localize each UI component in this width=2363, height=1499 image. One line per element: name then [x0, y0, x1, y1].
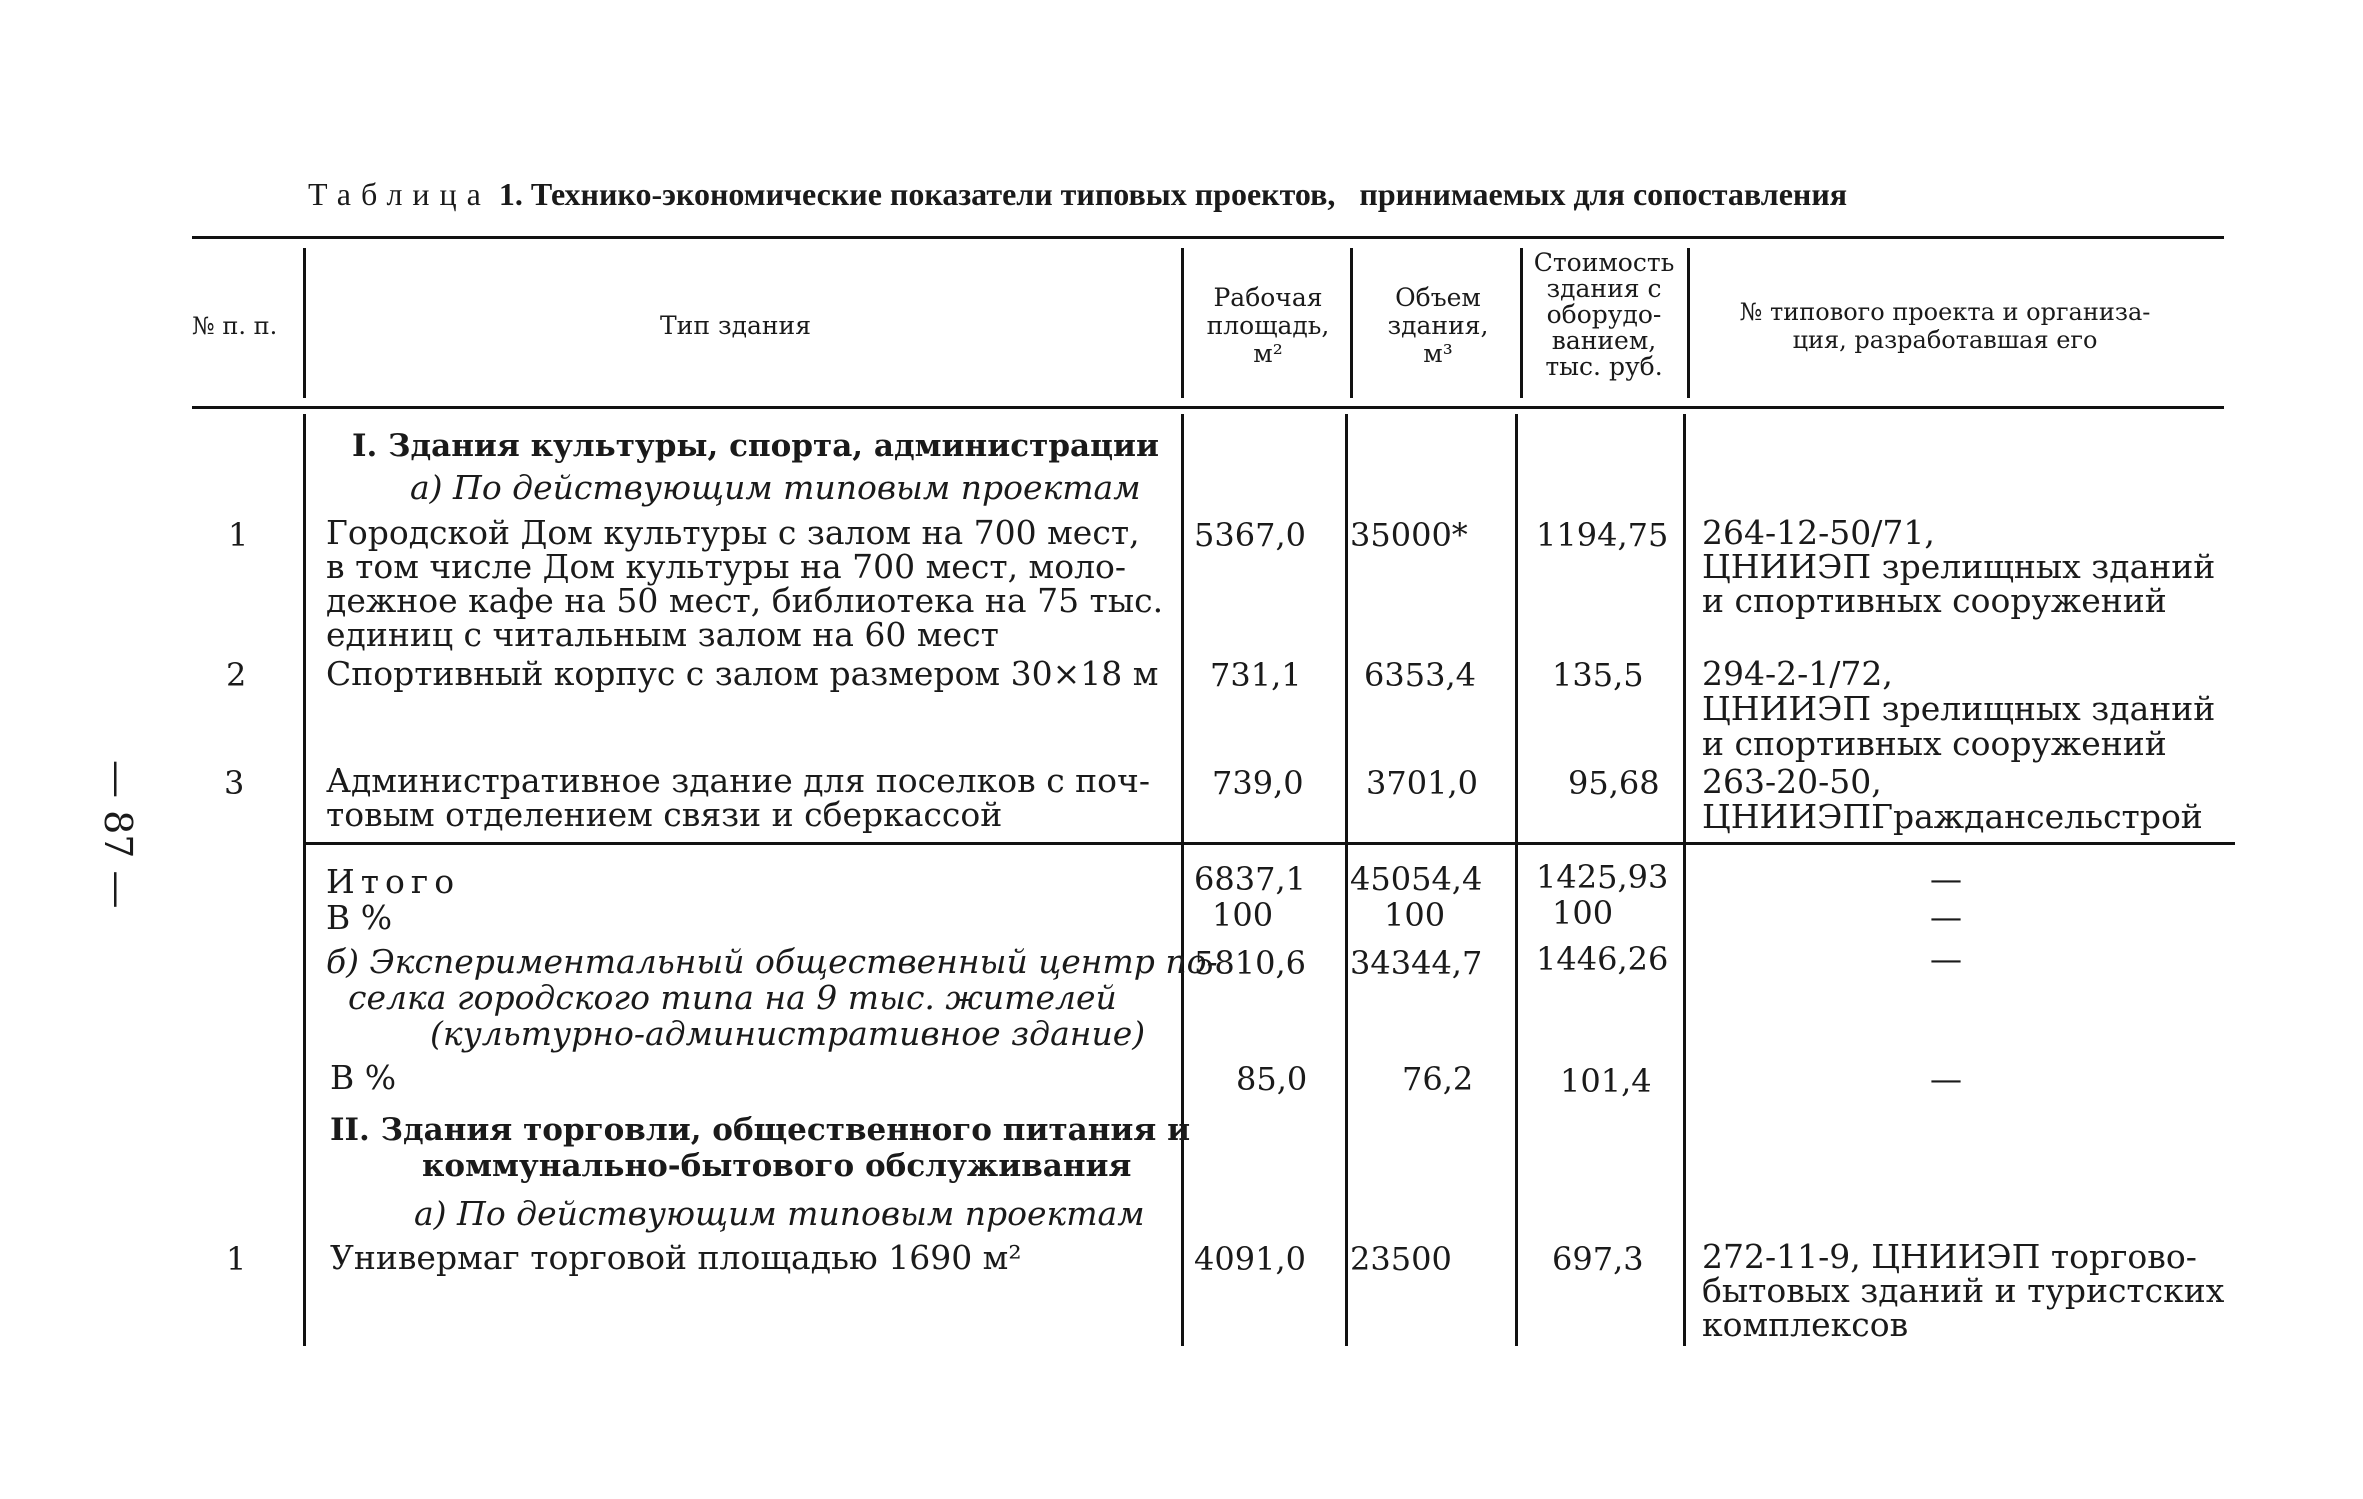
percent-project: — — [1930, 898, 1962, 936]
header-project: № типового проекта и организа- ция, разработавшая его — [1739, 298, 2151, 354]
section-1-subtitle-a: а) По действующим типовым проектам — [410, 468, 1141, 507]
row-type: Универмаг торговой площадью 1690 м² — [330, 1238, 1022, 1277]
header-cost: Стоимость здания с оборудо- ванием, тыс. руб. — [1533, 248, 1675, 381]
col-divider — [1687, 248, 1690, 398]
rule-subtotal — [305, 842, 2235, 845]
row-type: Административное здание для поселков с поч- товым отделением связи и сберкассой — [326, 761, 1151, 834]
section-2-title: II. Здания торговли, общественного питания и коммунально-бытового обслуживания — [330, 1112, 1191, 1184]
row-num: 3 — [224, 764, 245, 802]
percent-cost: 101,4 — [1560, 1062, 1652, 1100]
col-divider — [303, 248, 306, 398]
total-project: — — [1930, 860, 1962, 898]
b-area: 5810,6 — [1194, 944, 1306, 982]
col-divider — [1345, 414, 1348, 1346]
header-area: Рабочая площадь, м² — [1206, 283, 1330, 368]
row-project: 272-11-9, ЦНИИЭП торгово- бытовых зданий и туристских комплексов — [1702, 1237, 2225, 1344]
row-type: Городской Дом культуры с залом на 700 мест, в том числе Дом культуры на 700 мест, моло- дежное кафе на 50 мест, библиотека на 75 тыс. единиц с читальным залом на 60 мест — [326, 513, 1164, 654]
percent-label: В % — [326, 898, 393, 937]
header-type: Тип здания — [660, 311, 811, 340]
section-1-subtitle-b: б) Экспериментальный общественный центр по- селка городского типа на 9 тыс. жителей (культурно-административное здание) — [326, 942, 1218, 1053]
caption-number: 1. — [498, 176, 523, 212]
col-divider — [303, 414, 306, 1346]
col-divider — [1515, 414, 1518, 1346]
row-area: 5367,0 — [1194, 516, 1306, 554]
row-cost: 1194,75 — [1536, 516, 1669, 554]
page-number: — 87 — — [96, 760, 140, 909]
row-area: 739,0 — [1212, 764, 1304, 802]
b-cost: 1446,26 — [1536, 940, 1669, 978]
row-cost: 135,5 — [1552, 656, 1644, 694]
section-1-title: I. Здания культуры, спорта, администрации — [352, 428, 1159, 464]
percent-area: 100 — [1212, 896, 1274, 934]
col-divider — [1181, 248, 1184, 398]
row-project: 264-12-50/71, ЦНИИЭП зрелищных зданий и спортивных сооружений — [1702, 513, 2216, 620]
row-volume: 23500 — [1350, 1240, 1452, 1278]
rule-top — [192, 236, 2224, 239]
percent-area: 85,0 — [1236, 1060, 1308, 1098]
b-project: — — [1930, 940, 1962, 978]
percent-cost: 100 — [1552, 894, 1614, 932]
percent-volume: 100 — [1384, 896, 1446, 934]
row-volume: 35000* — [1350, 516, 1468, 554]
col-divider — [1683, 414, 1686, 1346]
total-cost: 1425,93 — [1536, 858, 1669, 896]
total-volume: 45054,4 — [1350, 860, 1483, 898]
total-label: Итого — [326, 862, 461, 901]
percent-volume: 76,2 — [1402, 1060, 1474, 1098]
header-num: № п. п. — [192, 312, 278, 340]
section-2-subtitle-a: а) По действующим типовым проектам — [414, 1194, 1145, 1233]
caption-title: Технико-экономические показатели типовых проектов, принимаемых для сопоставления — [530, 176, 1848, 212]
row-volume: 3701,0 — [1366, 764, 1478, 802]
row-num: 1 — [228, 516, 249, 554]
col-divider — [1350, 248, 1353, 398]
b-volume: 34344,7 — [1350, 944, 1483, 982]
percent-project: — — [1930, 1060, 1962, 1098]
row-volume: 6353,4 — [1364, 656, 1476, 694]
table-caption — [308, 176, 1847, 213]
row-cost: 95,68 — [1568, 764, 1660, 802]
percent-label: В % — [330, 1058, 397, 1097]
total-area: 6837,1 — [1194, 860, 1306, 898]
row-cost: 697,3 — [1552, 1240, 1644, 1278]
row-project: 263-20-50, ЦНИИЭПГраждансельстрой — [1702, 762, 2203, 836]
row-type: Спортивный корпус с залом размером 30×18 м — [326, 654, 1159, 693]
rule-header-bottom — [192, 406, 2224, 409]
header-volume: Объем здания, м³ — [1387, 283, 1489, 368]
row-num: 1 — [226, 1240, 247, 1278]
row-area: 4091,0 — [1194, 1240, 1306, 1278]
caption-label: Таблица — [308, 176, 491, 212]
row-project: 294-2-1/72, ЦНИИЭП зрелищных зданий и спортивных сооружений — [1702, 654, 2216, 763]
row-num: 2 — [226, 656, 247, 694]
row-area: 731,1 — [1210, 656, 1302, 694]
col-divider — [1181, 414, 1184, 1346]
